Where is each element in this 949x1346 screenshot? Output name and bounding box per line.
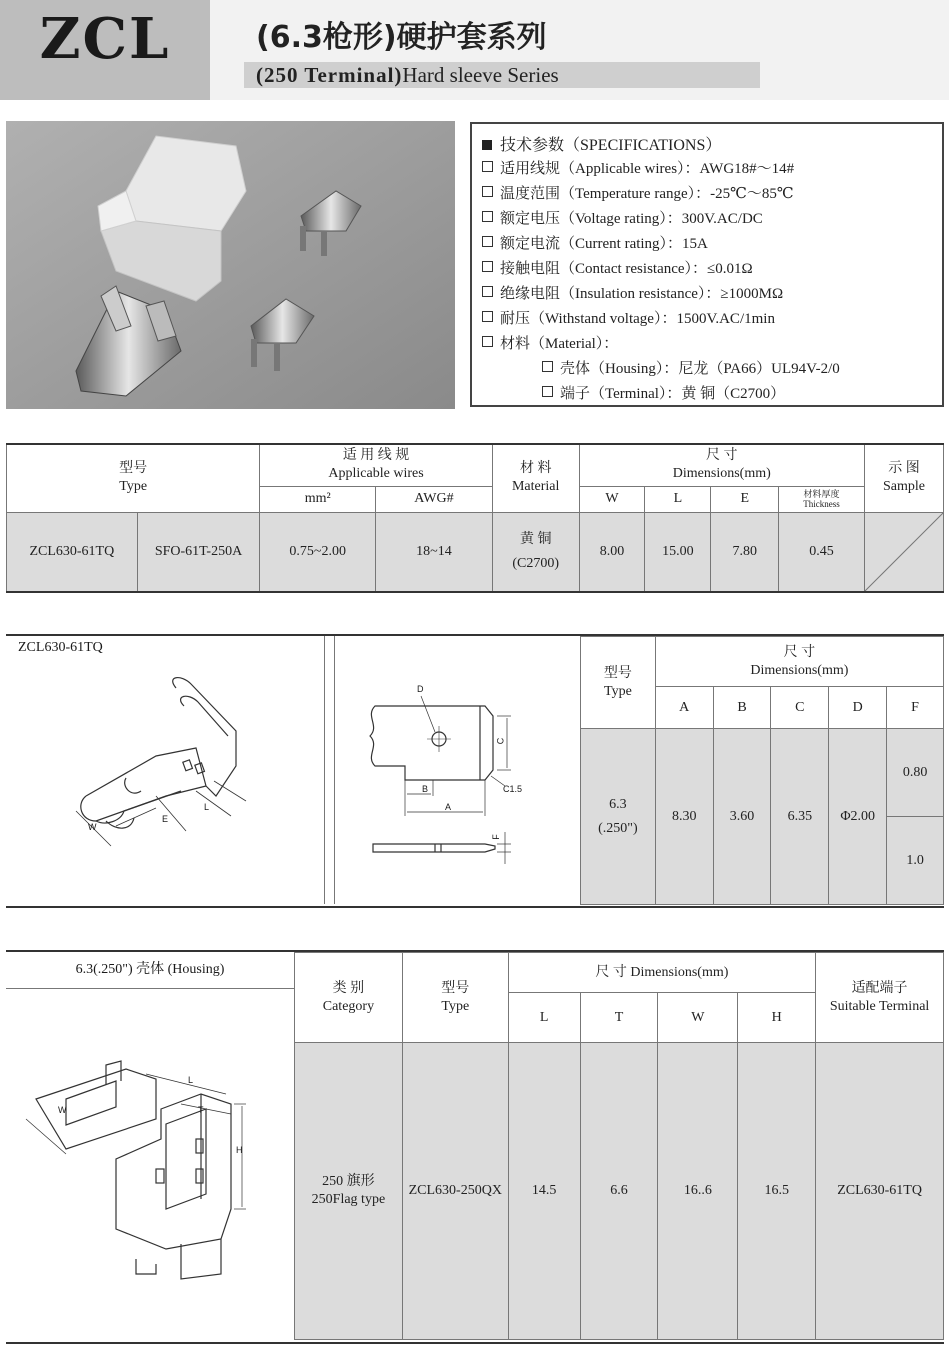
- spec-item-text: 接触电阻（Contact resistance）：≤0.01Ω: [500, 261, 753, 277]
- thickness-cell: 0.45: [779, 512, 865, 592]
- label-w: W: [88, 822, 97, 832]
- dimensions-header: 尺 寸 Dimensions(mm): [508, 953, 815, 993]
- w-header: W: [579, 486, 645, 512]
- type-header-cn: 型号: [603, 665, 632, 681]
- housing-label: 6.3(.250") 壳体 (Housing): [6, 952, 294, 989]
- spec-item-text: 绝缘电阻（Insulation resistance）：≥1000MΩ: [500, 286, 784, 302]
- sample-header: [864, 444, 943, 512]
- mm2-cell: 0.75~2.00: [260, 512, 376, 592]
- housing-dimension-table: [294, 952, 944, 1340]
- table-row: [7, 512, 944, 592]
- label-c15: C1.5: [503, 784, 523, 794]
- page-title-en: [256, 62, 559, 88]
- alt-model-cell: SFO-61T-250A: [137, 512, 260, 592]
- l-cell: 14.5: [508, 1043, 580, 1340]
- label-l: L: [188, 1075, 194, 1085]
- type-value-inch: (.250"): [598, 820, 638, 836]
- awg-header: AWG#: [376, 486, 493, 512]
- col-f-header: F: [887, 687, 944, 729]
- dimensions-header: [655, 637, 943, 687]
- type-cell: ZCL630-250QX: [402, 1043, 508, 1340]
- title-en-bold: (250 Terminal): [256, 63, 403, 87]
- suitable-terminal-cell: ZCL630-61TQ: [816, 1043, 944, 1340]
- product-photo: [6, 121, 455, 409]
- square-bullet-icon: [482, 140, 492, 150]
- terminal-plan-drawing: [335, 636, 581, 904]
- category-header-en: Category: [322, 998, 375, 1014]
- checkbox-outline-icon: [482, 336, 493, 347]
- material-header-cn: 材 料: [519, 461, 552, 477]
- spec-item: [482, 282, 783, 303]
- spec-item-text: 适用线规（Applicable wires）：AWG18#～14#: [500, 161, 795, 177]
- spec-item: [482, 257, 753, 278]
- mm2-header: mm²: [260, 486, 376, 512]
- e-header: E: [711, 486, 779, 512]
- drawing-model-label: ZCL630-61TQ: [18, 640, 103, 655]
- spec-item: [482, 332, 618, 353]
- type-cell: [581, 729, 656, 905]
- sample-header-cn: 示 图: [888, 461, 920, 477]
- type-header-en: Type: [441, 998, 470, 1014]
- material-code: (C2700): [512, 555, 560, 571]
- checkbox-outline-icon: [482, 261, 493, 272]
- terminal-dimension-table: [580, 636, 944, 905]
- type-header: [402, 953, 508, 1043]
- c-cell: 6.35: [771, 729, 829, 905]
- page-title-cn: (6.3枪形)硬护套系列: [256, 20, 547, 55]
- type-header-en: Type: [604, 683, 632, 699]
- material-cn: 黄 铜: [519, 531, 552, 547]
- dimensions-header-cn: 尺 寸: [706, 448, 738, 464]
- col-w-header: W: [658, 993, 738, 1043]
- label-c: C: [495, 737, 506, 745]
- table-row: [581, 729, 944, 817]
- type-header-en: Type: [119, 479, 148, 495]
- wires-header-en: Applicable wires: [328, 466, 424, 482]
- b-cell: 3.60: [713, 729, 771, 905]
- wires-header-cn: 适 用 线 规: [342, 448, 410, 464]
- spec-item-text: 材料（Material）：: [500, 336, 619, 352]
- spec-sub-item-text: 壳体（Housing）：尼龙（PA66）UL94V-2/0: [560, 361, 840, 377]
- col-a-header: A: [655, 687, 713, 729]
- checkbox-outline-icon: [482, 186, 493, 197]
- category-cn: 250 旗形: [322, 1174, 375, 1189]
- label-a: A: [445, 802, 452, 812]
- dimensions-header-en: Dimensions(mm): [750, 662, 849, 678]
- sample-cell: [864, 512, 943, 592]
- label-h: H: [236, 1145, 243, 1155]
- housing-isometric-drawing: [6, 989, 294, 1340]
- specs-heading-text: 技术参数（SPECIFICATIONS）: [500, 137, 722, 154]
- specifications-box: [470, 122, 944, 407]
- w-cell: 16..6: [658, 1043, 738, 1340]
- h-cell: 16.5: [738, 1043, 816, 1340]
- t-cell: 6.6: [580, 1043, 658, 1340]
- terminal-isometric-drawing: [6, 636, 324, 904]
- label-f: F: [490, 834, 501, 840]
- logo: ZCL: [39, 6, 171, 72]
- spec-sub-item: [542, 382, 785, 403]
- spec-sub-item-text: 端子（Terminal）：黄 铜（C2700）: [560, 386, 786, 402]
- type-header-cn: 型号: [441, 980, 470, 996]
- material-cell: [492, 512, 579, 592]
- w-cell: 8.00: [579, 512, 645, 592]
- spec-item-text: 温度范围（Temperature range）：-25℃～85℃: [500, 186, 794, 202]
- diagonal-line-icon: [865, 513, 943, 591]
- col-d-header: D: [829, 687, 887, 729]
- checkbox-outline-icon: [482, 311, 493, 322]
- spec-item: [482, 182, 794, 203]
- col-c-header: C: [771, 687, 829, 729]
- housing-drawing-panel: [6, 989, 294, 1340]
- spec-item-text: 额定电流（Current rating）：15A: [500, 236, 708, 252]
- thickness-header: [779, 486, 865, 512]
- checkbox-outline-icon: [542, 386, 553, 397]
- checkbox-outline-icon: [482, 211, 493, 222]
- label-w: W: [58, 1105, 67, 1115]
- category-en: 250Flag type: [311, 1192, 386, 1207]
- spec-item: [482, 157, 794, 178]
- col-h-header: H: [738, 993, 816, 1043]
- label-e: E: [162, 814, 169, 824]
- dimensions-header: [579, 444, 864, 486]
- suitable-terminal-header: [816, 953, 944, 1043]
- sample-header-en: Sample: [882, 479, 925, 495]
- suitable-terminal-header-cn: 适配端子: [851, 980, 908, 996]
- col-b-header: B: [713, 687, 771, 729]
- terminal-2d-drawing-panel: [334, 636, 581, 904]
- spec-item-text: 额定电压（Voltage rating）：300V.AC/DC: [500, 211, 763, 227]
- spec-item: [482, 232, 708, 253]
- material-header-en: Material: [511, 479, 560, 495]
- thickness-header-cn: 材料厚度: [803, 489, 840, 499]
- spec-sub-item: [542, 357, 840, 378]
- category-header: [295, 953, 403, 1043]
- type-header-cn: 型号: [119, 461, 148, 477]
- f-cell-2: 1.0: [887, 817, 944, 905]
- spec-item: [482, 207, 763, 228]
- col-t-header: T: [580, 993, 658, 1043]
- spec-item-text: 耐压（Withstand voltage）：1500V.AC/1min: [500, 311, 775, 327]
- a-cell: 8.30: [655, 729, 713, 905]
- label-l: L: [204, 802, 210, 812]
- thickness-header-en: Thickness: [803, 499, 840, 509]
- dimensions-header-en: Dimensions(mm): [672, 466, 771, 482]
- checkbox-outline-icon: [482, 161, 493, 172]
- material-header: [492, 444, 579, 512]
- terminal-spec-table: [6, 443, 944, 593]
- title-en-rest: Hard sleeve Series: [402, 63, 559, 87]
- specs-heading: [482, 132, 721, 155]
- awg-cell: 18~14: [376, 512, 493, 592]
- checkbox-outline-icon: [482, 286, 493, 297]
- label-t: T: [198, 1105, 204, 1115]
- col-l-header: L: [508, 993, 580, 1043]
- terminal-3d-drawing-panel: [6, 636, 325, 904]
- type-header: [7, 444, 260, 512]
- label-b: B: [422, 784, 429, 794]
- e-cell: 7.80: [711, 512, 779, 592]
- suitable-terminal-header-en: Suitable Terminal: [829, 998, 930, 1014]
- l-header: L: [645, 486, 711, 512]
- spec-item: [482, 307, 775, 328]
- checkbox-outline-icon: [542, 361, 553, 372]
- table-row: [295, 1043, 944, 1340]
- checkbox-outline-icon: [482, 236, 493, 247]
- type-header: [581, 637, 656, 729]
- product-photo-illustration: [6, 121, 455, 409]
- dimensions-header-cn: 尺 寸: [783, 644, 816, 660]
- d-cell: Φ2.00: [829, 729, 887, 905]
- category-cell: [295, 1043, 403, 1340]
- category-header-cn: 类 别: [332, 980, 365, 996]
- label-d: D: [417, 684, 424, 694]
- wires-header: [260, 444, 492, 486]
- f-cell-1: 0.80: [887, 729, 944, 817]
- l-cell: 15.00: [645, 512, 711, 592]
- type-value: 6.3: [609, 796, 627, 812]
- model-cell: ZCL630-61TQ: [7, 512, 138, 592]
